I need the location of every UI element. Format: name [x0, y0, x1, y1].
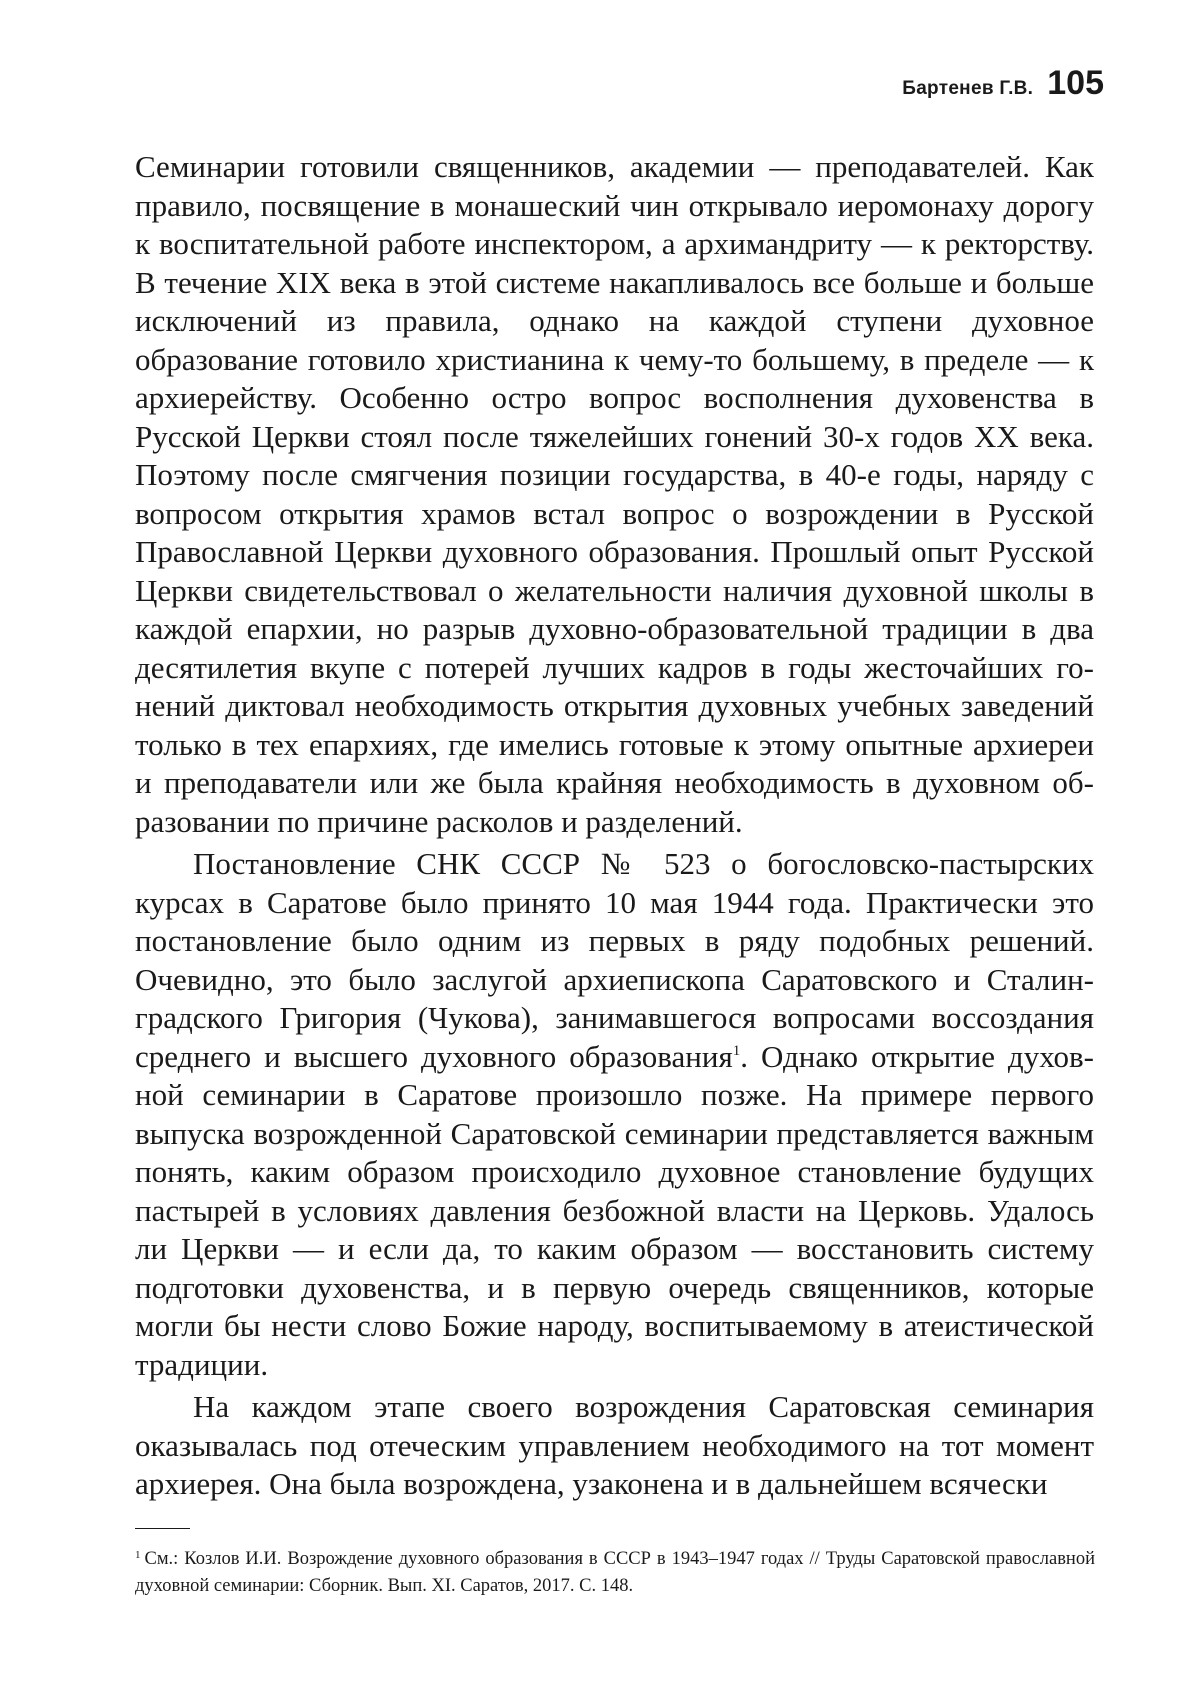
footnote-divider [135, 1528, 190, 1529]
paragraph-2-part-1: Постановление СНК СССР № 523 о богословско-пастырских курсах в Саратове было принято 10 мая 1944 года. Практически это постановление было одним из первых в ряду подобных решений. Очевидно, это было заслугой архиепископа Саратовского и Сталинградского Григория (Чукова), занимавшегося вопросами воссоздания среднего и высшего духовного образования [135, 846, 1094, 1074]
footnote-text: См.: Козлов И.И. Возрождение духовного образования в СССР в 1943–1947 годах // Труды Саратовской православной духовной семинарии: Сборник. Вып. XI. Саратов, 2017. С. 148. [135, 1549, 1095, 1596]
running-head [902, 64, 1104, 103]
paragraph-2-part-2: . Однако открытие духовной семинарии в Саратове произошло позже. На примере первого выпуска возрожденной Саратовской семинарии представляется важным понять, каким образом происходило духовное становление будущих пастырей в условиях давления безбожной власти на Церковь. Удалось ли Церкви — и если да, то каким образом — восстановить систему подготовки духовенства, и в первую очередь священников, которые могли бы нести слово Божие народу, воспитываемому в атеистической традиции. [135, 1038, 1094, 1382]
footnote [135, 1546, 1095, 1600]
paragraph-3: На каждом этапе своего возрождения Саратовская семинария оказывалась под отеческим управлением необходимого на тот момент архиерея. Она была возрождена, узаконена и в дальнейшем всячески [135, 1389, 1094, 1501]
paragraph-2 [135, 845, 1094, 1384]
footnote-reference[interactable]: 1 [732, 1042, 741, 1059]
page-number: 105 [1047, 64, 1104, 102]
body-text [135, 148, 1094, 1504]
paragraph-1: Семинарии готовили священников, академии — преподавателей. Как правило, посвящение в монашеский чин открывало иеромонаху дорогу к воспитательной работе инспектором, а архимандриту — к ректорству. В течение XIX века в этой системе накапливалось все больше и больше исключений из правила, однако на каждой ступени духовное образование готовило христианина к чему-то большему, в пределе — к архиерейству. Особенно остро вопрос восполнения духовенства в Русской Церкви стоял после тяжелейших гонений 30-х годов XX века. Поэтому после смягчения позиции государства, в 40-е годы, наряду с вопросом открытия храмов встал вопрос о возрождении в Русской Православной Церкви духовного образования. Прошлый опыт Русской Церкви свидетельствовал о желательности наличия духовной школы в каждой епархии, но разрыв духовно-образовательной традиции в два десятилетия вкупе с потерей лучших кадров в годы жесточайших гонений диктовал необходимость открытия духовных учебных заведений только в тех епархиях, где имелись готовые к этому опытные архиереи и преподаватели или же была крайняя необходимость в духовном образовании по причине расколов и разделений. [135, 149, 1094, 839]
footnote-mark: 1 [135, 1549, 141, 1561]
author-name: Бартенев Г.В. [902, 78, 1034, 99]
